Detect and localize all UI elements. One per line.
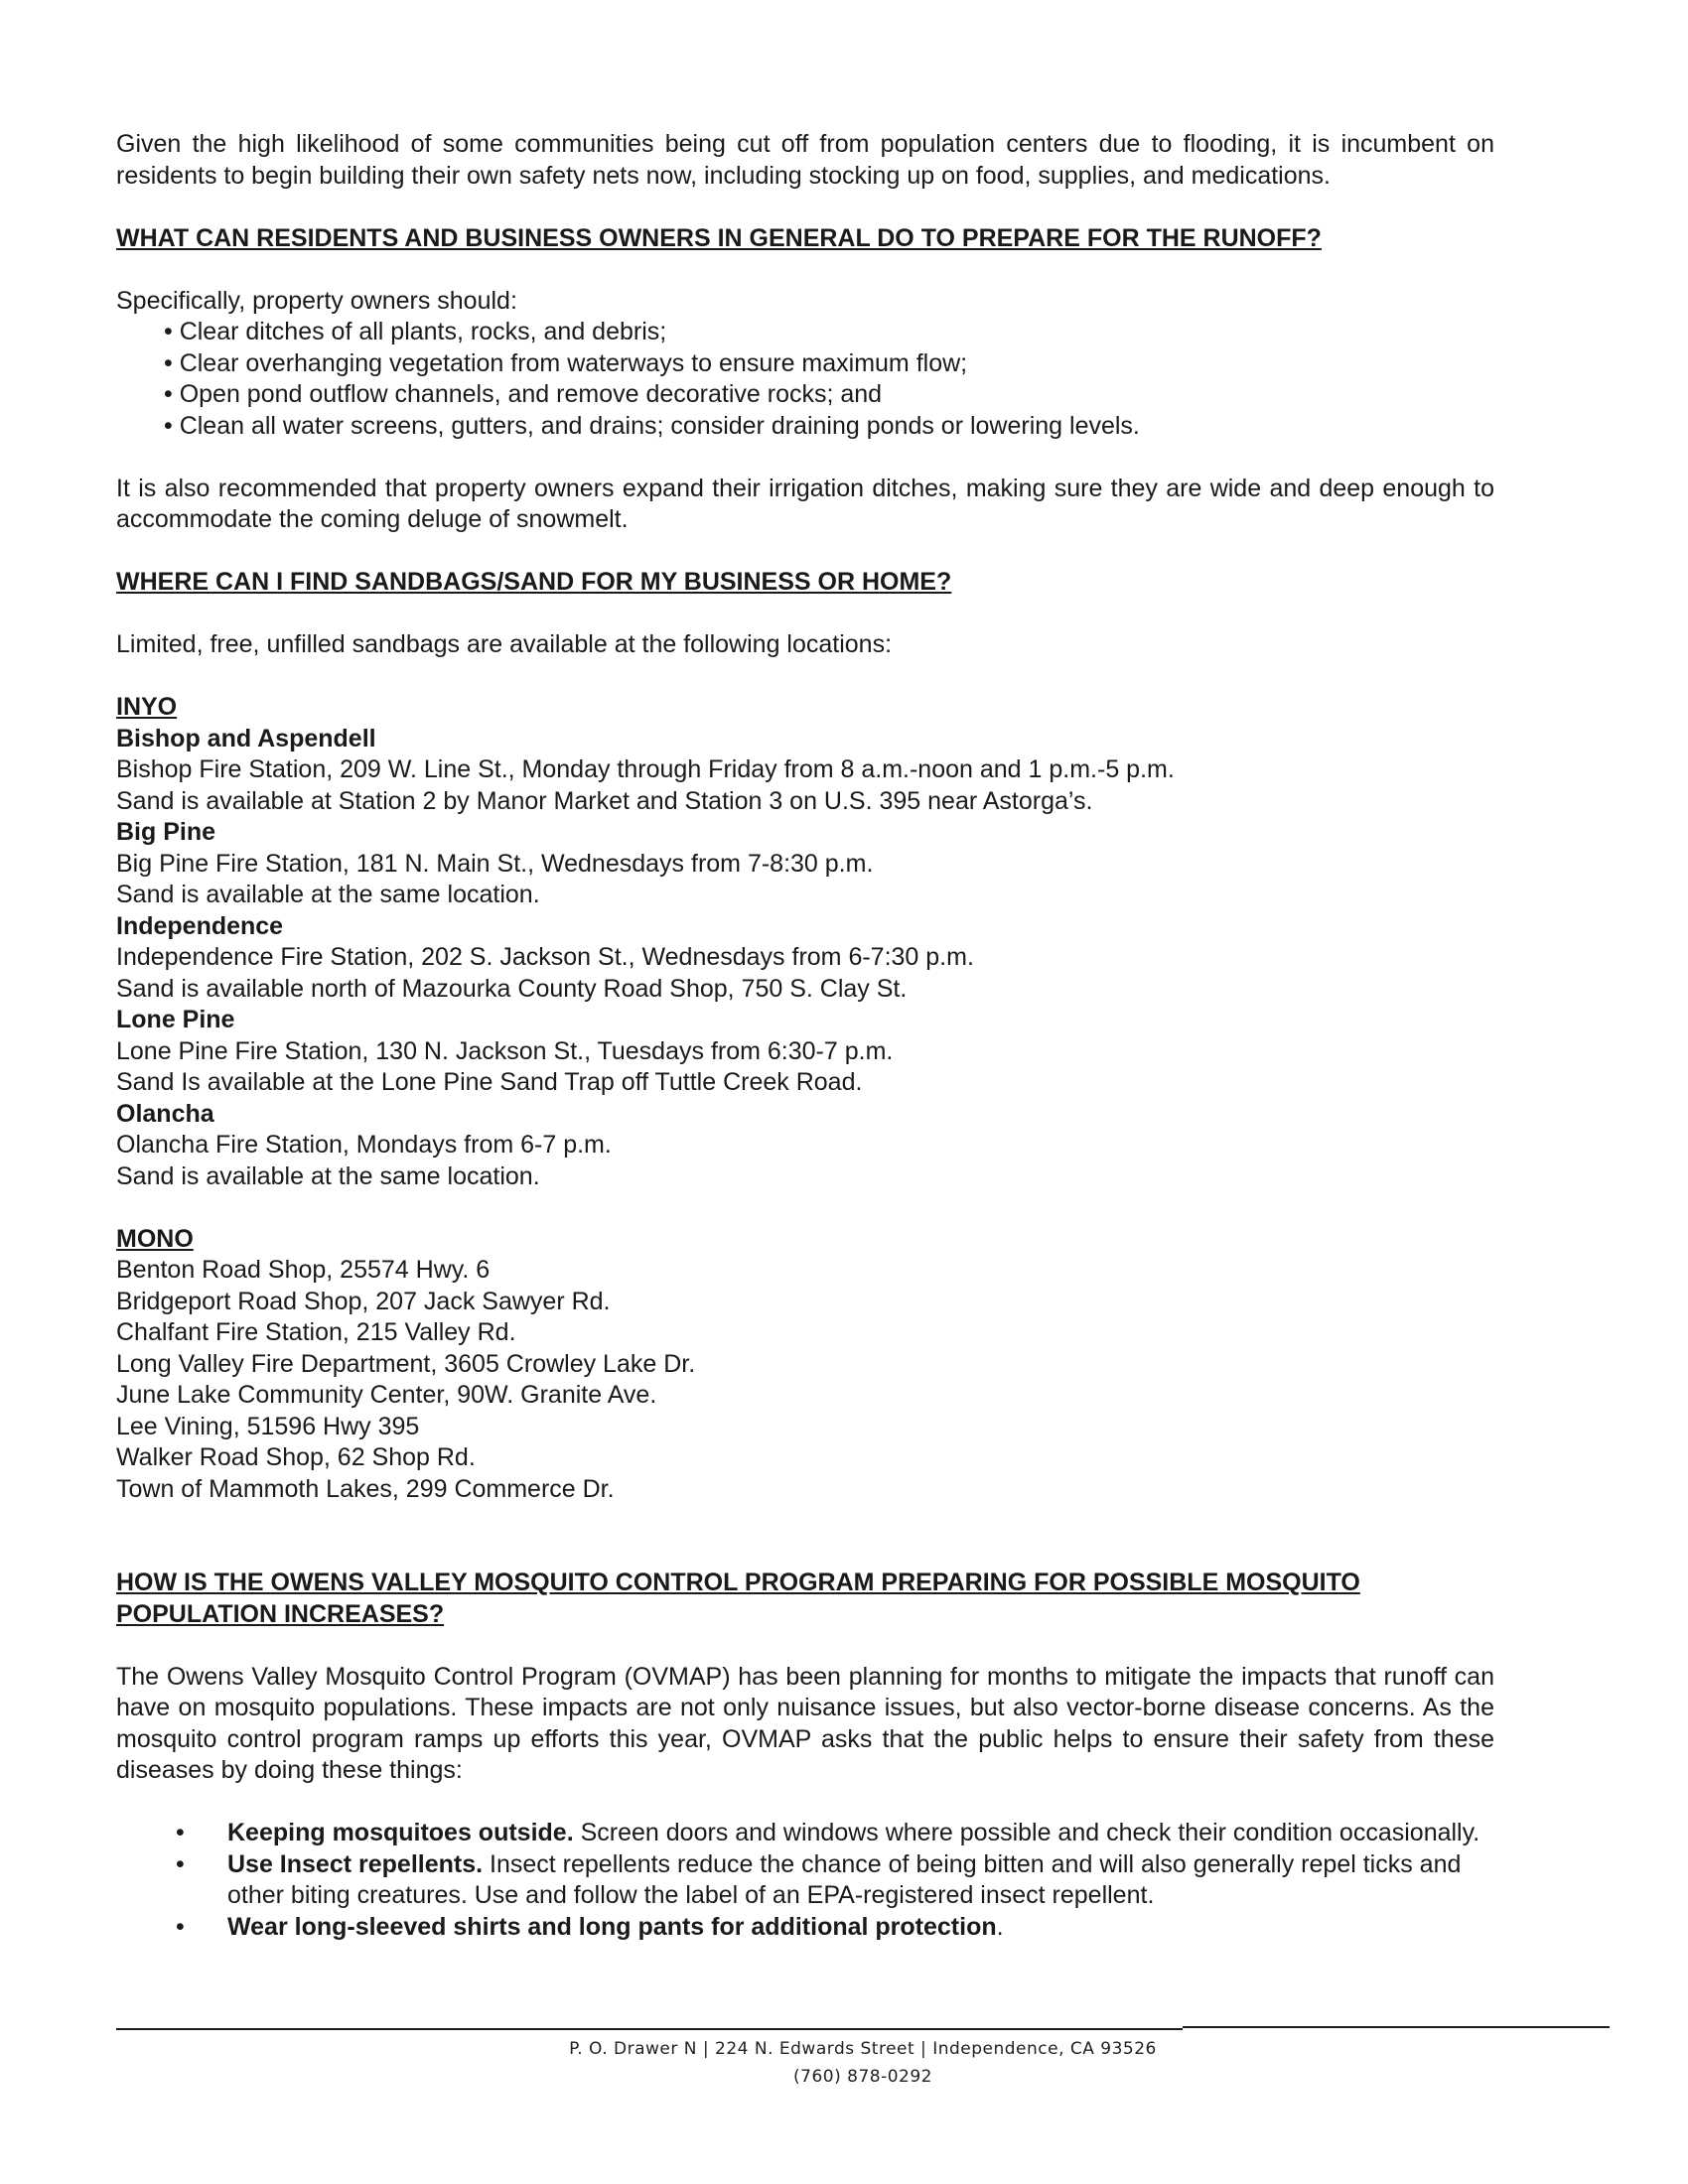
town-name: Lone Pine — [116, 1006, 235, 1033]
bullet-icon: • — [176, 1912, 185, 1941]
inyo-town — [116, 724, 1494, 818]
bullet-icon: • — [176, 1849, 185, 1878]
list-item — [116, 1912, 1494, 1944]
bullet-text: . — [996, 1912, 1004, 1941]
list-item: • Clear overhanging vegetation from waterways to ensure maximum flow; — [164, 348, 968, 377]
mono-location: June Lake Community Center, 90W. Granite Ave. — [116, 1381, 657, 1409]
footer-divider — [116, 2028, 1183, 2030]
mono-location: Walker Road Shop, 62 Shop Rd. — [116, 1443, 476, 1471]
document-body — [116, 129, 1494, 1943]
intro-paragraph: Given the high likelihood of some communities being cut off from population centers due to flooding, it is incumbent on residents to begin building their own safety nets now, including stocking up on food, supplies, and medications. — [116, 130, 1494, 190]
mono-location: Long Valley Fire Department, 3605 Crowley Lake Dr. — [116, 1349, 696, 1378]
list-item: • Clean all water screens, gutters, and drains; consider draining ponds or lowering levels. — [164, 411, 1140, 440]
mono-location: Lee Vining, 51596 Hwy 395 — [116, 1412, 420, 1440]
town-line: Independence Fire Station, 202 S. Jackson St., Wednesdays from 6-7:30 p.m. — [116, 943, 974, 971]
county-label-mono: MONO — [116, 1224, 194, 1253]
mono-location: Benton Road Shop, 25574 Hwy. 6 — [116, 1256, 491, 1284]
bullet-text: Insect repellents reduce the chance of being bitten and will also generally repel ticks and other biting creatures. Use and follow the label of an EPA-registered insect repellent. — [227, 1849, 1462, 1909]
section-heading-sandbags: WHERE CAN I FIND SANDBAGS/SAND FOR MY BUSINESS OR HOME? — [116, 568, 952, 596]
town-line: Sand is available north of Mazourka County Road Shop, 750 S. Clay St. — [116, 974, 908, 1003]
section-heading-mosquito: HOW IS THE OWENS VALLEY MOSQUITO CONTROL PROGRAM PREPARING FOR POSSIBLE MOSQUITO POPULATION INCREASES? — [116, 1569, 1360, 1628]
town-name: Independence — [116, 911, 284, 940]
town-line: Sand is available at Station 2 by Manor Market and Station 3 on U.S. 395 near Astorga’s. — [116, 786, 1093, 815]
list-item — [116, 1818, 1494, 1849]
bullet-icon: • — [176, 1819, 185, 1846]
bullet-bold: Use Insect repellents. — [227, 1849, 484, 1878]
bullet-bold: Wear long-sleeved shirts and long pants for additional protection — [227, 1912, 997, 1941]
town-line: Lone Pine Fire Station, 130 N. Jackson St., Tuesdays from 6:30-7 p.m. — [116, 1036, 894, 1065]
inyo-town — [116, 1099, 1494, 1193]
inyo-town — [116, 911, 1494, 1006]
footer-phone: (760) 878-0292 — [793, 2067, 932, 2087]
town-line: Olancha Fire Station, Mondays from 6-7 p.m. — [116, 1131, 612, 1159]
bullet-bold: Keeping mosquitoes outside. — [227, 1819, 574, 1846]
mono-location: Chalfant Fire Station, 215 Valley Rd. — [116, 1318, 516, 1346]
town-name: Bishop and Aspendell — [116, 724, 376, 752]
bullet-text: Screen doors and windows where possible and check their condition occasionally. — [573, 1819, 1480, 1846]
list-item: • Clear ditches of all plants, rocks, and debris; — [164, 318, 667, 345]
town-name: Olancha — [116, 1099, 214, 1128]
prepare-closing: It is also recommended that property owners expand their irrigation ditches, making sure they are wide and deep enough to accommodate the coming deluge of snowmelt. — [116, 474, 1494, 533]
town-line: Sand is available at the same location. — [116, 881, 540, 908]
town-line: Sand Is available at the Lone Pine Sand Trap off Tuttle Creek Road. — [116, 1068, 863, 1096]
county-label-inyo: INYO — [116, 693, 178, 721]
list-item: • Open pond outflow channels, and remove decorative rocks; and — [164, 380, 883, 408]
town-line: Sand is available at the same location. — [116, 1161, 540, 1190]
sandbags-lead: Limited, free, unfilled sandbags are available at the following locations: — [116, 630, 893, 658]
town-name: Big Pine — [116, 818, 216, 846]
mosquito-body: The Owens Valley Mosquito Control Program (OVMAP) has been planning for months to mitigate the impacts that runoff can have on mosquito populations. These impacts are not only nuisance issues, but also vector-borne disease concerns. As the mosquito control program ramps up efforts this year, OVMAP asks that the public helps to ensure their safety from these diseases by doing these things: — [116, 1662, 1494, 1784]
footer-divider — [1183, 2026, 1610, 2028]
footer-address: P. O. Drawer N | 224 N. Edwards Street | Independence, CA 93526 — [569, 2039, 1157, 2059]
list-item — [116, 1849, 1494, 1912]
section-heading-prepare: WHAT CAN RESIDENTS AND BUSINESS OWNERS IN GENERAL DO TO PREPARE FOR THE RUNOFF? — [116, 223, 1322, 252]
prepare-list — [116, 317, 1494, 442]
mono-location: Bridgeport Road Shop, 207 Jack Sawyer Rd. — [116, 1287, 611, 1315]
mono-location: Town of Mammoth Lakes, 299 Commerce Dr. — [116, 1474, 615, 1503]
inyo-town — [116, 1005, 1494, 1099]
prepare-lead: Specifically, property owners should: — [116, 286, 517, 315]
mosquito-list — [116, 1818, 1494, 1943]
town-line: Bishop Fire Station, 209 W. Line St., Monday through Friday from 8 a.m.-noon and 1 p.m.-5 p.m. — [116, 755, 1175, 783]
inyo-town — [116, 817, 1494, 911]
town-line: Big Pine Fire Station, 181 N. Main St., Wednesdays from 7-8:30 p.m. — [116, 849, 874, 878]
